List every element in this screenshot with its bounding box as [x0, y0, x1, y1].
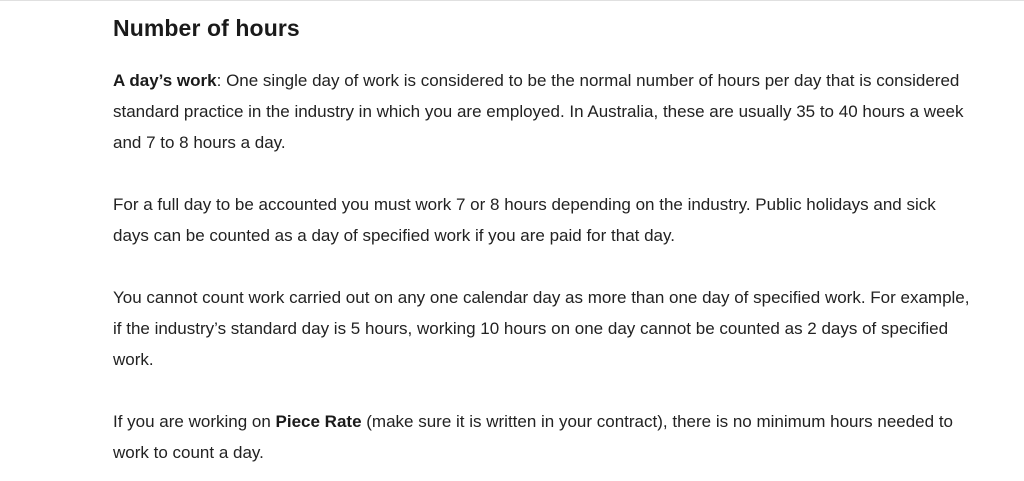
paragraph-piece-rate-before: If you are working on — [113, 412, 276, 431]
paragraph-days-work-text: : One single day of work is considered to be the normal number of hours per day that is considered standard practice in the industry in which you are employed. In Australia, these are usually 35 to 40 hours a week and 7 to 8 hours a day. — [113, 71, 964, 152]
term-days-work: A day’s work — [113, 71, 217, 90]
paragraph-piece-rate-after: (make sure it is written in your contract), there is no minimum hours needed to work to count a day. — [113, 412, 953, 462]
paragraph-calendar-day-text: You cannot count work carried out on any one calendar day as more than one day of specified work. For example, if the industry’s standard day is 5 hours, working 10 hours on one day cannot be counted as 2 days of specified work. — [113, 288, 970, 369]
paragraph-full-day-text: For a full day to be accounted you must work 7 or 8 hours depending on the industry. Public holidays and sick days can be counted as a day of specified work if you are paid for that day. — [113, 195, 936, 245]
top-divider — [0, 0, 1024, 1]
section-heading: Number of hours — [113, 15, 300, 41]
paragraph-calendar-day — [113, 282, 973, 375]
paragraph-full-day — [113, 189, 973, 251]
article-section — [113, 12, 973, 468]
paragraph-days-work — [113, 65, 973, 158]
paragraph-piece-rate — [113, 406, 973, 468]
term-piece-rate: Piece Rate — [275, 412, 362, 431]
